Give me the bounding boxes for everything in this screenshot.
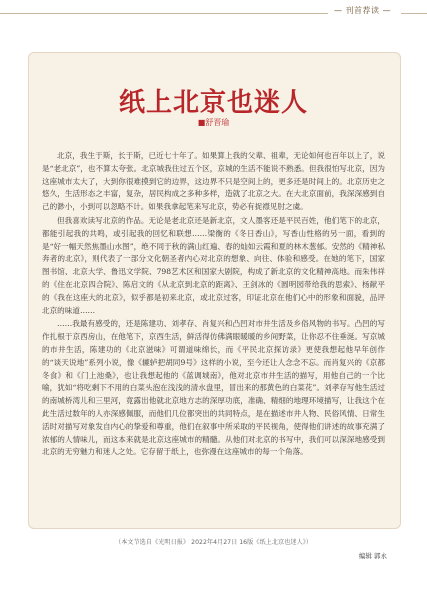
header-rule-left xyxy=(0,13,328,14)
paragraph-2: 但我喜欢读写北京的作品。无论是老北京还是新北京，文人墨客还是平民百姓，他们笔下的北京，都能引起我的共鸣，或引起我的回忆和联想……梁衡的《冬日香山》，写香山性格的另一面，看到的是“好一幅天然焦墨山水图”，绝不同于秋的满山红遍、春的灿如云霞和夏的林木葱郁。安然的《精神私奔者的北京》，则代表了一部分文化朝圣者内心对北京的想象、向往、体验和感受。在她的笔下，国家图书馆、北京大学、鲁迅文学院、798艺术区和国家大剧院，构成了新北京的文化精神高地。而朱伟祥的《住在北京四合院》、陈启文的《从北京到北京的距离》、王剑冰的《圆明园带给我的思索》、杨献平的《我在这座大的北京》，似乎都是初来北京，或北京过客，印证北京在他们心中的形象和面貌，品评北京的味道…… xyxy=(42,215,385,315)
source-note: （本文节选自《光明日报》 2022年4月27日 16版《纸上北京也迷人》） xyxy=(114,539,313,546)
header-rule-right xyxy=(401,13,427,14)
article-author: ■舒晋瑜 xyxy=(197,118,230,127)
section-label: — 刊首荐读 — xyxy=(334,6,392,15)
paragraph-3: ……我最有感受的，还是陈建功、刘孝存、肖复兴和凸凹对市井生活及乡俗风物的书写。凸凹的写作扎根于京西房山，在他笔下，京西生活，鲜活得仿佛满眼暖暖的乡间野菜，让你忍不住垂涎。写京城的市井生活，陈建功的《北京滋味》可谓道味绵长，而《平民北京探访录》更使我想起他早年创作的“谈天说地”系列小说，像《辘轳把胡同9号》这样的小说，至今还让人念念不忘。而肖复兴的《京都冬食》和《门上池桑》，也让我想起他的《蓝调城南》，他对北京市井生活的描写，用他自己的一个比喻，犹如“将吃剩下不用的白菜头泡在浅浅的清水盘里，冒出来的那黄色的白菜花”。刘孝存写他生活过的南城桥湾儿和三里河，竟露出他就北京地方志的深厚功底，准确、精细的地理环境描写，让我这个在此生活过数年的人亦深感佩服，而他们几位都突出的共同特点，是在描述市井人物、民俗风情、日常生活时对描写对象发自内心的挚爱和尊重，他们在叙事中所采取的平民视角，使得他们讲述的故事充满了浓郁的人情味儿，而这本来就是北京这座城市的精髓。从他们对北京的书写中，我们可以深深地感受到北京的无穷魅力和迷人之处。它存留于纸上，也弥漫在这座城市的每一个角落。 xyxy=(42,319,385,457)
top-strip xyxy=(0,0,427,24)
editor-credit: 编辑 郭永 xyxy=(358,552,387,560)
paragraph-1: 北京，我生于斯，长于斯，已近七十年了。如果算上我的父辈、祖辈，无论如何也百年以上了，说是“老北京”，也不算太夸张。北京城我住过五个区，京城的生活不能说不熟悉。但我很怕写北京，因为这座城市太大了，大到你很难摸到它的边界，这边界不只是空间上的，更多还是时间上的。北京历史之悠久，生活形态之丰富，复杂，居民构成之多种多样，造就了北京之大。在大北京面前，我深深感到自己的渺小，小到可以忽略不计。如果我拿起笔来写北京，势必有捉襟见肘之虞。 xyxy=(42,151,385,212)
article-body xyxy=(42,150,385,460)
article-title: 纸上北京也迷人 xyxy=(118,88,308,118)
